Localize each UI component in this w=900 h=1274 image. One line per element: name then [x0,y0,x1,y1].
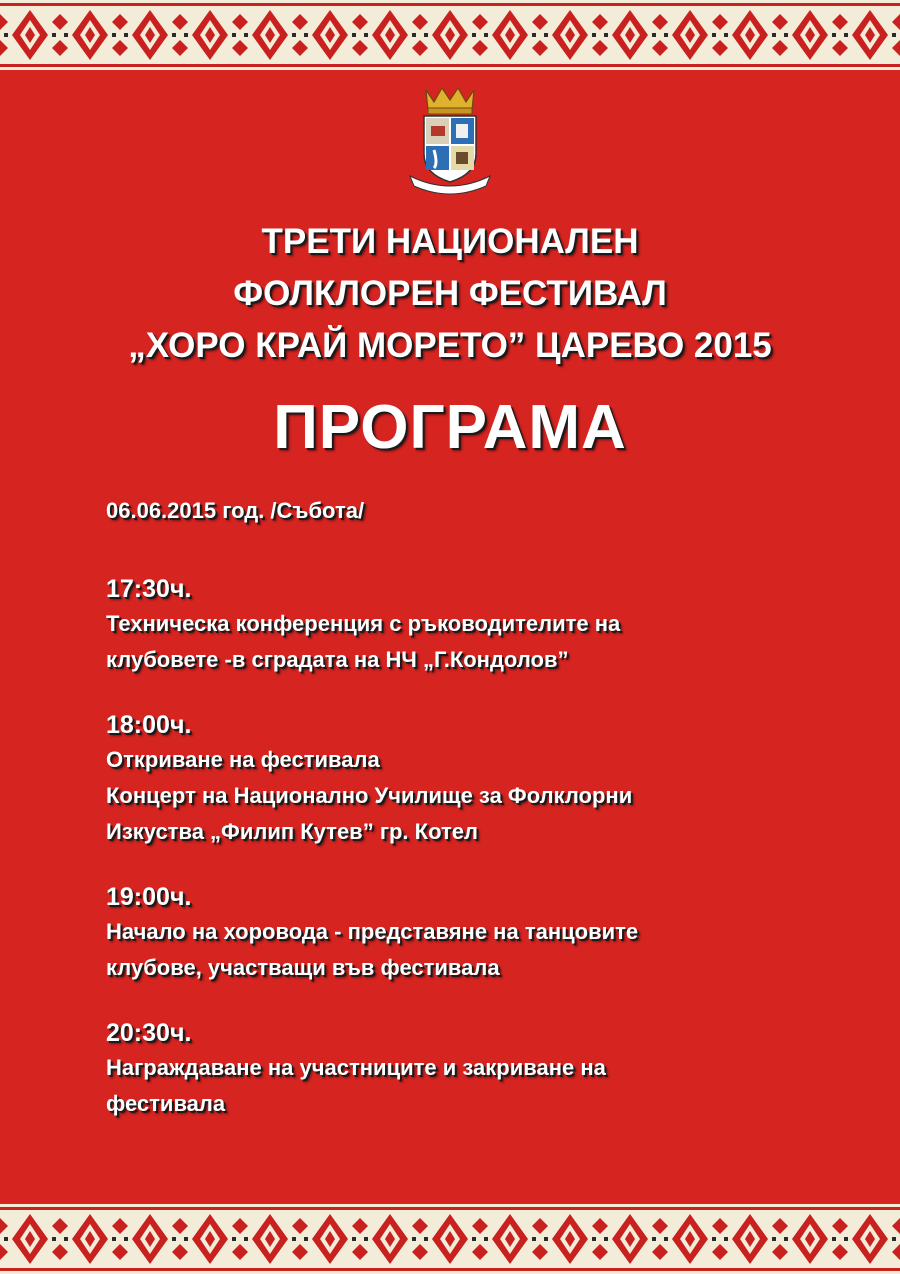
event-description-line: фестивала [106,1091,226,1116]
event-description-line: Изкуства „Филип Кутев” гр. Котел [106,819,478,844]
event-time: 19:00ч. [106,883,192,911]
event-description-line: Техническа конференция с ръководителите на [106,611,621,636]
program-title: ПРОГРАМА [273,393,627,462]
program-event [106,880,846,986]
top-embroidery-border [0,0,900,70]
program-event [106,1016,846,1122]
event-description-line: Начало на хоровода - представяне на танцовите [106,919,639,944]
bottom-embroidery-border [0,1204,900,1274]
event-description-line: клубове, участващи във фестивала [106,955,500,980]
event-description-line: Концерт на Национално Училище за Фолклорни [106,783,633,808]
heading-line-1: ТРЕТИ НАЦИОНАЛЕН [261,222,639,261]
event-description-line: клубовете -в сградата на НЧ „Г.Кондолов” [106,647,569,672]
event-time: 18:00ч. [106,711,192,739]
event-time: 20:30ч. [106,1019,192,1047]
program-date: 06.06.2015 год. /Събота/ [106,498,365,523]
program-event [106,572,846,678]
coat-of-arms-icon [404,84,496,196]
program-content [106,498,846,1152]
event-time: 17:30ч. [106,575,192,603]
heading-line-3: „ХОРО КРАЙ МОРЕТО” ЦАРЕВО 2015 [128,326,772,365]
event-description-line: Откриване на фестивала [106,747,380,772]
heading-line-2: ФОЛКЛОРЕН ФЕСТИВАЛ [233,274,667,313]
program-event [106,708,846,850]
event-description-line: Награждаване на участниците и закриване на [106,1055,606,1080]
